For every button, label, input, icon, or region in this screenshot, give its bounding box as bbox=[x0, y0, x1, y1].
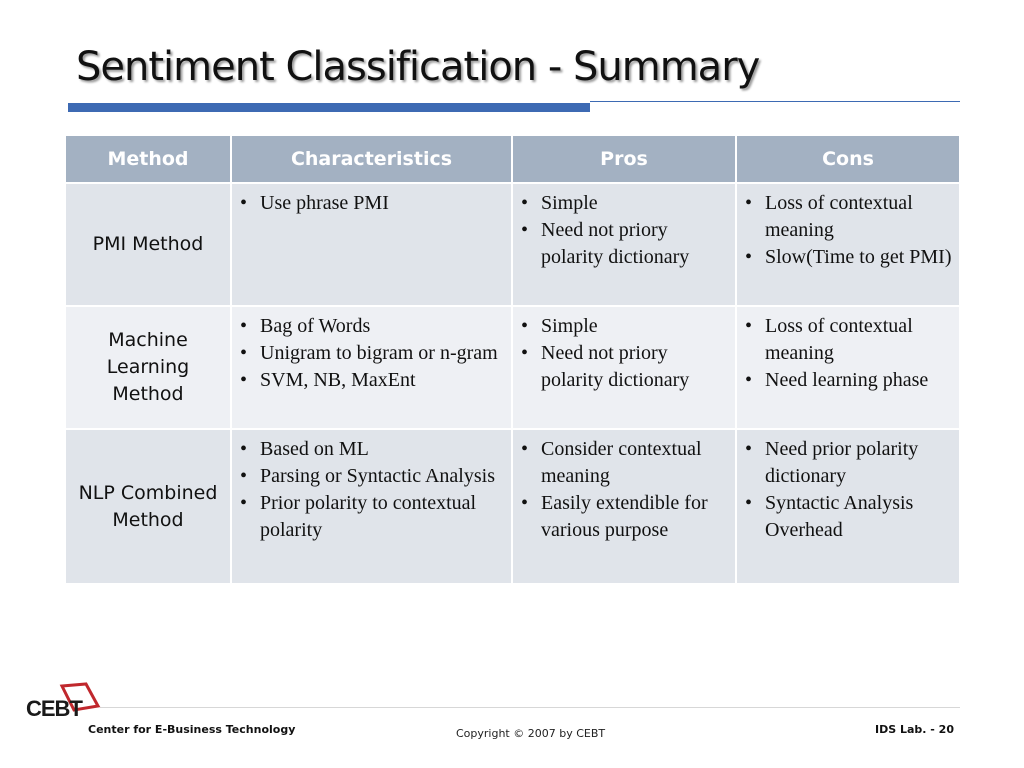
cons-cell bbox=[736, 429, 960, 584]
characteristics-list bbox=[232, 430, 511, 544]
list-item-text: Based on ML bbox=[260, 438, 369, 460]
header-pros: Pros bbox=[512, 135, 736, 183]
list-item bbox=[240, 490, 505, 544]
list-item bbox=[745, 490, 953, 544]
cons-cell bbox=[736, 306, 960, 429]
list-item-text: Loss of contextual meaning bbox=[765, 315, 913, 364]
pros-list bbox=[513, 307, 735, 394]
title-underline-thin bbox=[590, 101, 960, 102]
characteristics-cell bbox=[231, 183, 512, 306]
list-item bbox=[240, 313, 505, 340]
bullet-icon: • bbox=[240, 465, 248, 487]
pros-cell bbox=[512, 306, 736, 429]
list-item-text: Easily extendible for various purpose bbox=[541, 492, 708, 541]
cebt-logo bbox=[24, 682, 104, 726]
bullet-icon: • bbox=[240, 192, 248, 214]
svg-text:CEBT: CEBT bbox=[26, 696, 82, 721]
pros-cell bbox=[512, 429, 736, 584]
footer-organization: Center for E-Business Technology bbox=[88, 723, 296, 736]
list-item bbox=[745, 313, 953, 367]
list-item bbox=[240, 340, 505, 367]
list-item bbox=[240, 367, 505, 394]
cons-list bbox=[737, 430, 959, 544]
bullet-icon: • bbox=[745, 192, 753, 214]
footer-divider bbox=[100, 707, 960, 708]
list-item bbox=[745, 190, 953, 244]
bullet-icon: • bbox=[240, 315, 248, 337]
cons-list bbox=[737, 307, 959, 394]
table-row bbox=[65, 429, 960, 584]
list-item-text: Need prior polarity dictionary bbox=[765, 438, 919, 487]
characteristics-list bbox=[232, 307, 511, 394]
list-item bbox=[521, 340, 729, 394]
list-item bbox=[745, 244, 953, 271]
list-item bbox=[240, 463, 505, 490]
footer-copyright: Copyright © 2007 by CEBT bbox=[456, 727, 606, 740]
list-item bbox=[745, 367, 953, 394]
title-underline-thick bbox=[68, 103, 590, 112]
list-item bbox=[240, 436, 505, 463]
bullet-icon: • bbox=[521, 492, 529, 514]
list-item-text: Need not priory polarity dictionary bbox=[541, 342, 690, 391]
bullet-icon: • bbox=[521, 342, 529, 364]
list-item-text: Need not priory polarity dictionary bbox=[541, 219, 690, 268]
bullet-icon: • bbox=[521, 192, 529, 214]
list-item-text: Simple bbox=[541, 192, 598, 214]
pros-cell bbox=[512, 183, 736, 306]
list-item-text: Prior polarity to contextual polarity bbox=[260, 492, 477, 541]
slide-title: Sentiment Classification - Summary bbox=[76, 44, 760, 90]
list-item-text: Simple bbox=[541, 315, 598, 337]
bullet-icon: • bbox=[240, 438, 248, 460]
header-characteristics: Characteristics bbox=[231, 135, 512, 183]
table-header-row bbox=[65, 135, 960, 183]
list-item bbox=[521, 436, 729, 490]
list-item-text: Bag of Words bbox=[260, 315, 371, 337]
cons-cell bbox=[736, 183, 960, 306]
characteristics-list bbox=[232, 184, 511, 217]
bullet-icon: • bbox=[521, 219, 529, 241]
list-item bbox=[521, 490, 729, 544]
list-item bbox=[745, 436, 953, 490]
bullet-icon: • bbox=[745, 315, 753, 337]
cons-list bbox=[737, 184, 959, 271]
list-item-text: SVM, NB, MaxEnt bbox=[260, 369, 416, 391]
bullet-icon: • bbox=[745, 492, 753, 514]
characteristics-cell bbox=[231, 429, 512, 584]
header-method: Method bbox=[65, 135, 231, 183]
list-item bbox=[521, 313, 729, 340]
list-item-text: Unigram to bigram or n-gram bbox=[260, 342, 498, 364]
bullet-icon: • bbox=[745, 369, 753, 391]
list-item-text: Consider contextual meaning bbox=[541, 438, 702, 487]
list-item bbox=[240, 190, 505, 217]
footer-page-label: IDS Lab. - 20 bbox=[875, 723, 954, 736]
list-item bbox=[521, 190, 729, 217]
list-item-text: Need learning phase bbox=[765, 369, 929, 391]
bullet-icon: • bbox=[240, 369, 248, 391]
bullet-icon: • bbox=[240, 342, 248, 364]
table-row bbox=[65, 306, 960, 429]
list-item bbox=[521, 217, 729, 271]
bullet-icon: • bbox=[240, 492, 248, 514]
method-cell: PMI Method bbox=[65, 183, 231, 306]
method-cell: NLP Combined Method bbox=[65, 429, 231, 584]
bullet-icon: • bbox=[521, 315, 529, 337]
list-item-text: Loss of contextual meaning bbox=[765, 192, 913, 241]
list-item-text: Parsing or Syntactic Analysis bbox=[260, 465, 495, 487]
table-row bbox=[65, 183, 960, 306]
header-cons: Cons bbox=[736, 135, 960, 183]
bullet-icon: • bbox=[745, 246, 753, 268]
bullet-icon: • bbox=[745, 438, 753, 460]
pros-list bbox=[513, 430, 735, 544]
bullet-icon: • bbox=[521, 438, 529, 460]
summary-table bbox=[64, 134, 961, 585]
list-item-text: Syntactic Analysis Overhead bbox=[765, 492, 914, 541]
list-item-text: Slow(Time to get PMI) bbox=[765, 246, 952, 268]
pros-list bbox=[513, 184, 735, 271]
characteristics-cell bbox=[231, 306, 512, 429]
list-item-text: Use phrase PMI bbox=[260, 192, 389, 214]
method-cell: Machine Learning Method bbox=[65, 306, 231, 429]
